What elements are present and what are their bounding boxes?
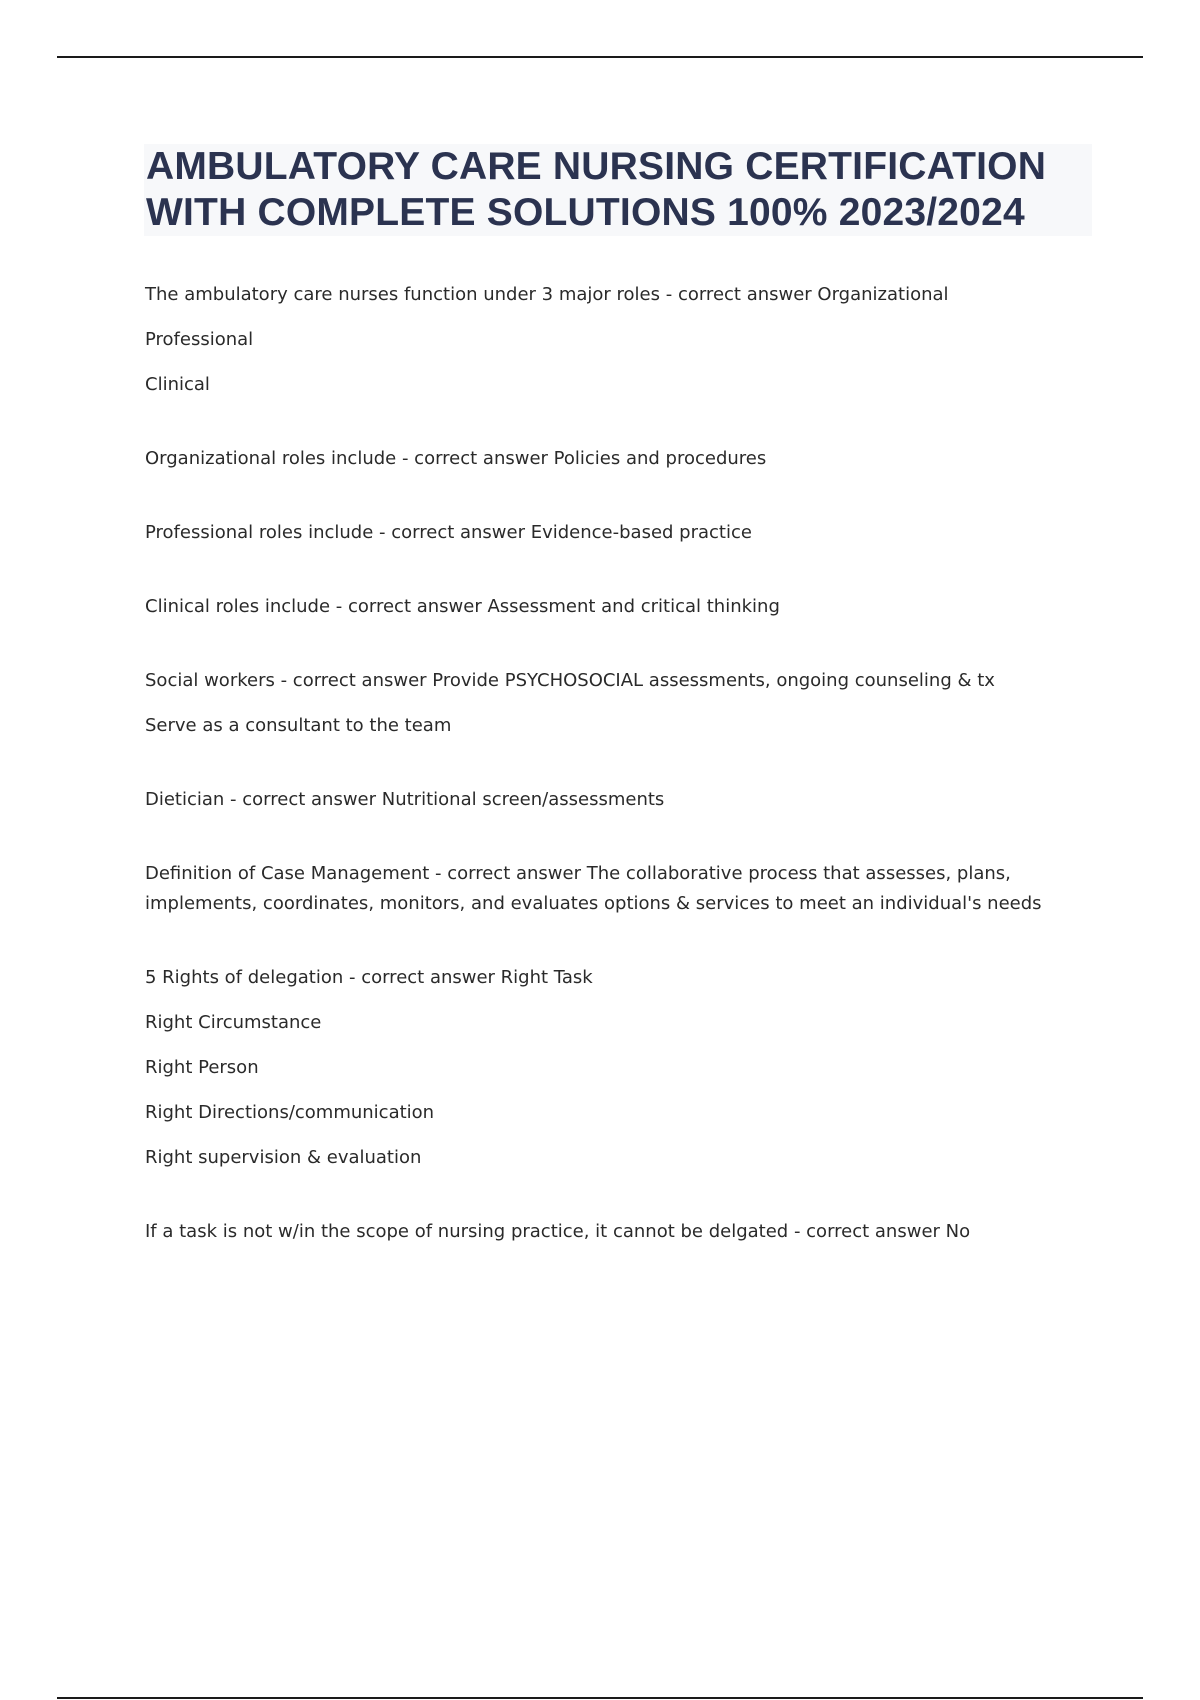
title-line-2: WITH COMPLETE SOLUTIONS 100% 2023/2024 — [146, 191, 1025, 234]
qa-entry-clinical — [145, 592, 1085, 622]
qa-line: Definition of Case Management - correct answer The collaborative process that assesses, plans, implements, coordinates, monitors, and evaluates options & services to meet an individual's needs — [145, 863, 1042, 914]
qa-line: Social workers - correct answer Provide PSYCHOSOCIAL assessments, ongoing counseling & tx — [145, 670, 995, 691]
document-title — [144, 144, 1092, 236]
qa-line: Right Circumstance — [145, 1012, 322, 1033]
qa-line: The ambulatory care nurses function under 3 major roles - correct answer Organizational — [145, 284, 949, 305]
qa-line: Clinical — [145, 374, 210, 395]
qa-line: Right supervision & evaluation — [145, 1147, 422, 1168]
top-divider — [57, 56, 1143, 58]
qa-entry-social-workers — [145, 666, 1085, 741]
qa-line: Serve as a consultant to the team — [145, 715, 452, 736]
qa-entry-professional — [145, 518, 1085, 548]
qa-line: 5 Rights of delegation - correct answer Right Task — [145, 967, 593, 988]
qa-line: Organizational roles include - correct answer Policies and procedures — [145, 448, 767, 469]
qa-line: Professional roles include - correct answer Evidence-based practice — [145, 522, 752, 543]
qa-line: Dietician - correct answer Nutritional screen/assessments — [145, 789, 665, 810]
qa-line: Right Person — [145, 1057, 259, 1078]
qa-entry-delegation — [145, 963, 1085, 1173]
qa-list — [145, 280, 1085, 1291]
qa-entry-organizational — [145, 444, 1085, 474]
qa-line: If a task is not w/in the scope of nursing practice, it cannot be delgated - correct answer No — [145, 1221, 971, 1242]
qa-line: Professional — [145, 329, 254, 350]
qa-entry-dietician — [145, 785, 1085, 815]
qa-entry-case-management — [145, 859, 1085, 919]
qa-line: Clinical roles include - correct answer Assessment and critical thinking — [145, 596, 780, 617]
qa-line: Right Directions/communication — [145, 1102, 435, 1123]
bottom-divider — [57, 1697, 1143, 1699]
qa-entry-scope — [145, 1217, 1085, 1247]
qa-entry-roles — [145, 280, 1085, 400]
title-line-1: AMBULATORY CARE NURSING CERTIFICATION — [146, 145, 1047, 188]
